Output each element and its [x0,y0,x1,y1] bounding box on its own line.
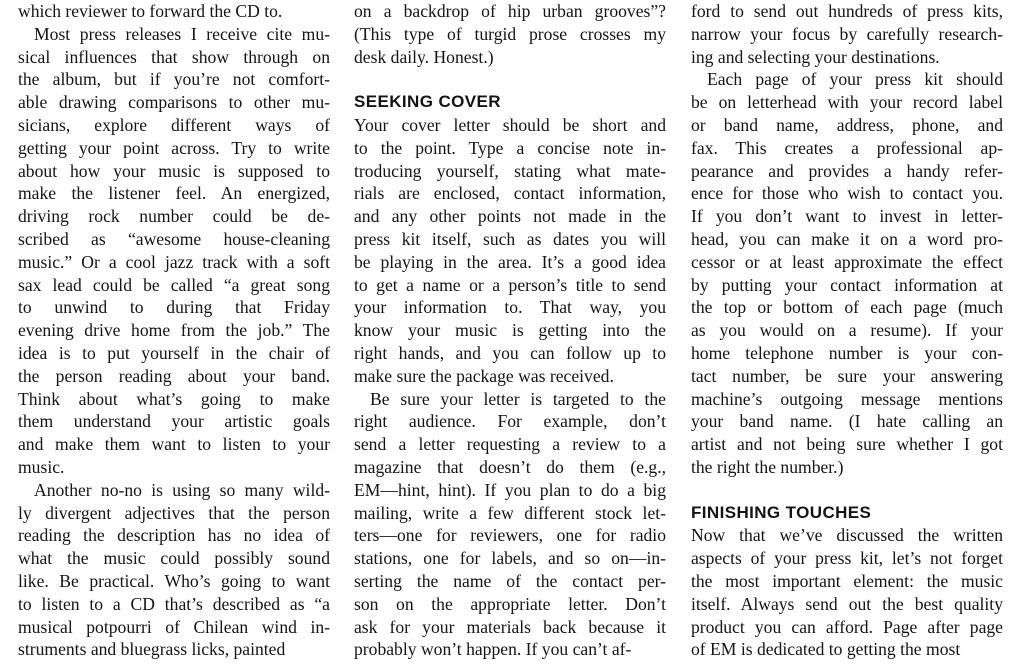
text-line: sicians, explore different ways of [18,114,330,135]
section-spacer [354,68,666,91]
text-line: itself. Always send out the best quality [691,593,1003,614]
text-line: narrow your focus by carefully research- [691,23,1003,44]
text-line: scribed as “awesome house-cleaning [18,228,330,249]
paragraph [691,0,1003,68]
paragraph [18,479,330,661]
text-line: pearance and provides a handy refer- [691,160,1003,181]
text-line: music. [18,456,65,477]
text-line: and any other points not made in the [354,206,666,227]
text-line: If you don’t want to invest in letter- [691,206,1003,227]
text-line: and make them want to listen to your [18,434,330,455]
text-line: machine’s outgoing message mentions [691,388,1003,409]
text-line: rials are enclosed, contact information, [354,183,666,204]
text-line: ence for those who wish to contact you. [691,183,1003,204]
text-line: Most press releases I receive cite mu- [34,23,330,44]
text-line: the most important element: the music [691,570,1003,591]
text-line: the person reading about your band. [18,365,330,386]
text-line: your information to. That way, you [354,297,666,318]
column-3 [691,0,1003,661]
text-line: magazine that doesn’t do them (e.g., [354,456,666,477]
paragraph [18,23,330,479]
text-line: head, you can make it on a word pro- [691,228,1003,249]
text-line: ters—one for reviewers, one for radio [354,525,666,546]
section-heading: SEEKING COVER [354,92,501,112]
text-line: artist and not being sure whether I got [691,434,1003,455]
text-line: Each page of your press kit should [707,69,1003,90]
text-line: able drawing comparisons to other mu- [18,92,330,113]
text-line: to listen to a CD that’s described as “a [18,593,330,614]
text-line: on a backdrop of hip urban grooves”? [354,1,666,21]
text-line: your band name. (I hate calling an [691,411,1003,432]
text-line: make sure the package was received. [354,365,614,386]
text-line: know your music is getting into the [354,320,666,341]
text-line: by putting your contact information at [691,274,1003,295]
section-spacer [691,479,1003,502]
text-line: press kit itself, such as dates you will [354,228,666,249]
text-line: as you would on a resume). If your [691,320,1003,341]
text-line: tact number, be sure your answering [691,365,1003,386]
paragraph [18,0,330,23]
paragraph [691,524,1003,661]
text-line: reading the description has no idea of [18,525,330,546]
text-line: send a letter requesting a review to a [354,434,666,455]
text-line: Now that we’ve discussed the written [691,525,1003,546]
section-heading: FINISHING TOUCHES [691,502,872,522]
paragraph [354,388,666,662]
text-line: product you can afford. Page after page [691,616,1003,637]
text-line: ly divergent adjectives that the person [18,502,330,523]
text-line: sax lead could be called “a great song [18,274,330,295]
text-line: Think about what’s going to make [18,388,330,409]
text-line: right audience. For example, don’t [354,411,666,432]
text-line: stations, one for labels, and so on—in- [354,548,666,569]
paragraph [354,0,666,68]
text-line: getting your point across. Try to write [18,137,330,158]
text-line: Your cover letter should be short and [354,114,666,135]
text-line: serting the name of the contact per- [354,570,666,591]
text-line: (This type of turgid prose crosses my [354,23,666,44]
text-line: the top or bottom of each page (much [691,297,1003,318]
text-line: probably won’t happen. If you can’t af- [354,639,632,660]
text-line: to the point. Type a concise note in- [354,137,666,158]
text-line: the album, but if you’re not comfort- [18,69,330,90]
text-line: or band name, address, phone, and [691,114,1003,135]
text-line: to get a name or a person’s title to send [354,274,666,295]
text-line: right hands, and you can follow up to [354,342,666,363]
text-line: them understand your artistic goals [18,411,330,432]
text-line: about how your music is supposed to [18,160,330,181]
text-line: mailing, write a few different stock let- [354,502,666,523]
text-line: Another no-no is using so many wild- [34,479,330,500]
text-line: struments and bluegrass licks, painted [18,639,286,660]
text-line: aspects of your press kit, let’s not forget [691,548,1003,569]
text-line: to unwind to during that Friday [18,297,330,318]
text-line: of EM is dedicated to getting the most [691,639,961,660]
text-line: ask for your materials back because it [354,616,666,637]
text-line: cessor or at least approximate the effect [691,251,1003,272]
text-line: the right the number.) [691,456,844,477]
text-line: EM—hint, hint). If you plan to do a big [354,479,666,500]
text-line: troducing yourself, stating what mate- [354,160,666,181]
text-line: which reviewer to forward the CD to. [18,1,283,21]
paragraph [354,114,666,388]
text-line: make the listener feel. An energized, [18,183,330,204]
text-line: ing and selecting your destinations. [691,46,940,67]
column-2 [354,0,666,661]
text-line: musical potpourri of Chilean wind in- [18,616,330,637]
text-line: son on the appropriate letter. Don’t [354,593,666,614]
text-line: desk daily. Honest.) [354,46,494,67]
text-line: what the music could possibly sound [18,548,330,569]
text-line: evening drive home from the job.” The [18,320,330,341]
text-line: home telephone number is your con- [691,342,1003,363]
text-line: ford to send out hundreds of press kits, [691,1,1003,21]
column-1 [18,0,330,661]
text-line: music.” Or a cool jazz track with a soft [18,251,330,272]
text-line: Be sure your letter is targeted to the [370,388,666,409]
text-line: fax. This creates a professional ap- [691,137,1003,158]
text-line: be on letterhead with your record label [691,92,1003,113]
paragraph [691,68,1003,478]
text-line: like. Be practical. Who’s going to want [18,570,330,591]
text-line: driving rock number could be de- [18,206,330,227]
text-line: be playing in the area. It’s a good idea [354,251,666,272]
text-line: idea is to put yourself in the chair of [18,342,330,363]
text-line: sical influences that show through on [18,46,330,67]
